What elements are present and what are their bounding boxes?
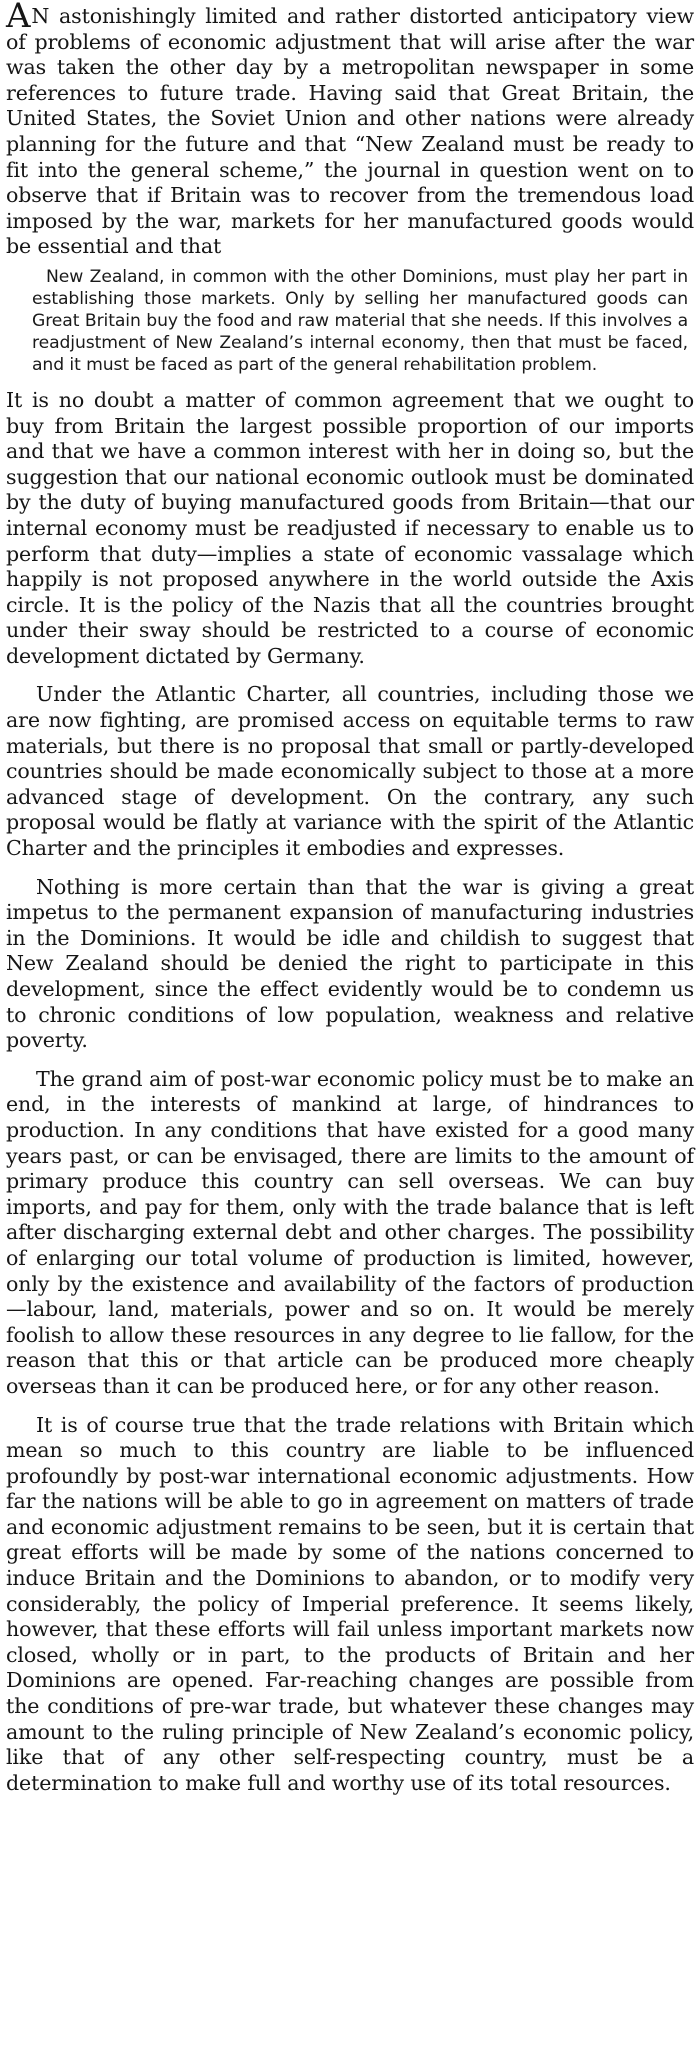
drop-capital: A — [6, 0, 31, 36]
block-quote: New Zealand, in common with the other Dominions, must play her part in establishing those markets. Only by selling her manufactured goods can Great Britain buy the food and raw material that she needs. If this involves a readjustment of New Zealand’s internal economy, then that must be faced, and it must be faced as part of the general rehabilitation problem. — [32, 266, 688, 375]
intro-paragraph — [6, 0, 694, 260]
body-paragraph-5: It is of course true that the trade relations with Britain which mean so much to this country are liable to be influenced profoundly by post-war international economic adjustments. How far the nations will be able to go in agreement on matters of trade and economic adjustment remains to be seen, but it is certain that great efforts will be made by some of the nations concerned to induce Britain and the Dominions to abandon, or to modify very considerably, the policy of Imperial preference. It seems likely, however, that these efforts will fail unless important markets now closed, wholly or in part, to the products of Britain and her Dominions are opened. Far-reaching changes are possible from the conditions of pre-war trade, but whatever these changes may amount to the ruling principle of New Zealand’s economic policy, like that of any other self-respecting country, must be a determination to make full and worthy use of its total resources. — [6, 1412, 694, 1795]
intro-text: N astonishingly limited and rather distorted anticipatory view of problems of economic adjustment that will arise after the war was taken the other day by a metropolitan newspaper in some references to future trade. Having said that Great Britain, the United States, the Soviet Union and other nations were already planning for the future and that “New Zealand must be ready to fit into the general scheme,” the journal in question went on to observe that if Britain was to recover from the tremendous load imposed by the war, markets for her manufactured goods would be essential and that — [6, 4, 694, 259]
body-paragraph-4: The grand aim of post-war economic policy must be to make an end, in the interests of mankind at large, of hindrances to production. In any conditions that have existed for a good many years past, or can be envisaged, there are limits to the amount of primary produce this country can sell overseas. We can buy imports, and pay for them, only with the trade balance that is left after discharging external debt and other charges. The possibility of enlarging our total volume of production is limited, however, only by the existence and availability of the factors of production—labour, land, materials, power and so on. It would be merely foolish to allow these resources in any degree to lie fallow, for the reason that this or that article can be produced more cheaply overseas than it can be produced here, or for any other reason. — [6, 1066, 694, 1398]
body-paragraph-1: It is no doubt a matter of common agreement that we ought to buy from Britain the largest possible proportion of our imports and that we have a common interest with her in doing so, but the suggestion that our national economic outlook must be dominated by the duty of buying manufactured goods from Britain—that our internal economy must be readjusted if necessary to enable us to perform that duty—implies a state of economic vassalage which happily is not proposed anywhere in the world outside the Axis circle. It is the policy of the Nazis that all the countries brought under their sway should be restricted to a course of economic development dictated by Germany. — [6, 387, 694, 668]
body-paragraph-3: Nothing is more certain than that the war is giving a great impetus to the permanent expansion of manufacturing industries in the Dominions. It would be idle and childish to suggest that New Zealand should be denied the right to participate in this development, since the effect evidently would be to condemn us to chronic conditions of low population, weakness and relative poverty. — [6, 874, 694, 1053]
body-paragraph-2: Under the Atlantic Charter, all countries, including those we are now fighting, are promised access on equitable terms to raw materials, but there is no proposal that small or partly-developed countries should be made economically subject to those at a more advanced stage of development. On the contrary, any such proposal would be flatly at variance with the spirit of the Atlantic Charter and the principles it embodies and expresses. — [6, 682, 694, 861]
